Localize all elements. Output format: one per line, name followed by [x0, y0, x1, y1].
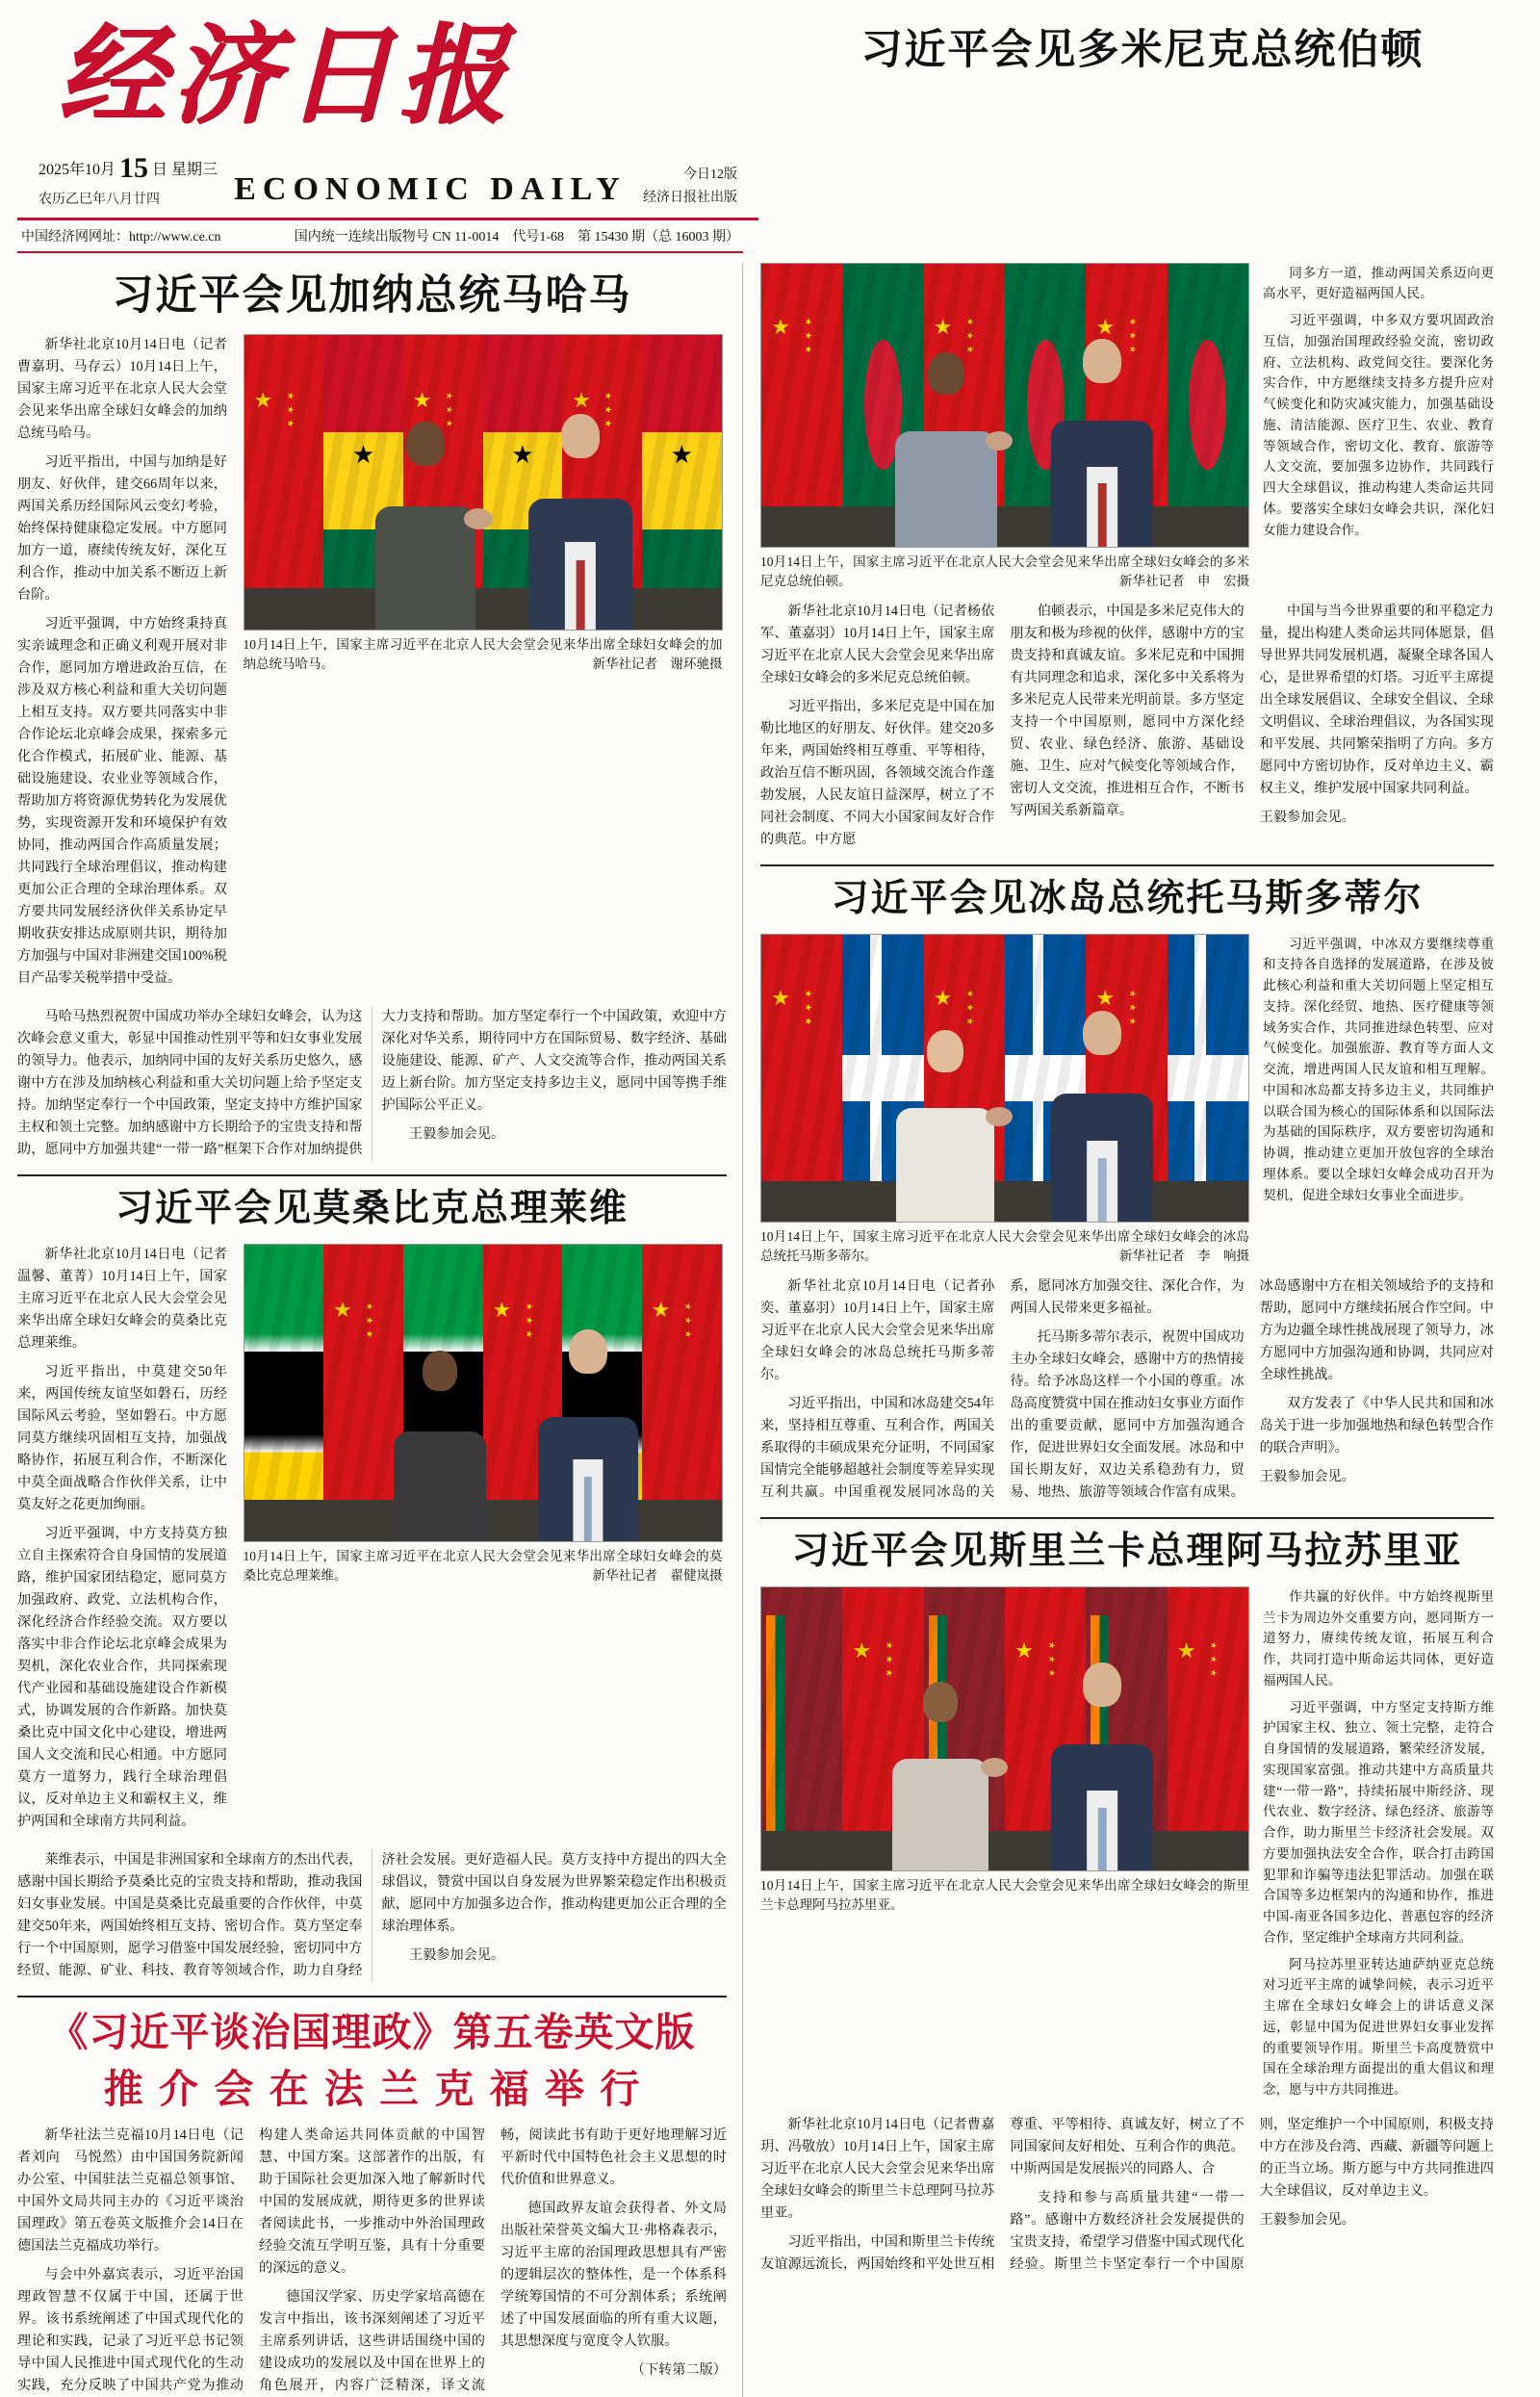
paragraph: 王毅参加会见。: [1259, 1469, 1355, 1485]
paragraph: 王毅参加会见。: [408, 1946, 505, 1963]
paragraph: 德国政界友谊会获得者、外文局出版社荣誉英文编大卫·弗格森表示，习近平主席的治国理政思想具有严密的逻辑层次的整体性，是一个体系科学统筹国情的不可分割体系；系统阐述了中国发展面临的所有重大议题，其思想深度与宽度令人钦服。: [500, 2201, 727, 2350]
right-article1-headline: 习近平会见多米尼克总统伯顿: [860, 26, 1424, 74]
right-article2-side-text: [1249, 934, 1494, 1267]
paragraph: 德国汉学家、历史学家培高德在发言中指出，该书深刻阐述了习近平主席系列讲话，这些讲话围绕中国的建设成功的发展以及中国在世界上的角色展开，内容广泛精深，译文流畅，阅读此书有助于更好地理解习近平新时代中国特色社会主义思想的时代价值和世界意义。: [259, 2127, 727, 2394]
caption-text: 10月14日上午，国家主席习近平在北京人民大会堂会见来华出席全球妇女峰会的莫桑比克总理莱维。: [243, 1548, 723, 1583]
paragraph: 习近平强调，中方支持莫方独立自主探索符合自身国情的发展道路，维护国家团结稳定，愿同莫方加强政府、政党、立法机构合作，深化经济合作经验交流。双方要以落实中非合作论坛北京峰会成果为契机，深化农业合作，共同探索现代产业园和基础设施建设合作新模式，协调发展的合作新路。加快莫桑比克中国文化中心建设，增进两国人文交流和民心相通。中方愿同莫方一道努力，践行全球治理倡议，反对单边主义和霸权主义，维护两国和全球南方共同利益。: [17, 1525, 227, 1829]
left-article-1: [17, 271, 727, 1161]
right-article1-photo-block: [760, 263, 1249, 592]
caption-text: 10月14日上午，国家主席习近平在北京人民大会堂会见来华出席全球妇女峰会的冰岛总统托马斯多蒂尔。: [760, 1228, 1249, 1263]
paragraph: 托马斯多蒂尔表示，祝贺中国成功主办全球妇女峰会，感谢中方的热情接待。给予冰岛这样一个小国的尊重。冰岛高度赞赏中国在推动妇女事业方面作出的重要贡献，愿同中方加强沟通合作，促进世界妇女全面发展。冰岛和中国长期友好，双边关系稳劲有力，贸易、地热、旅游等领域合作富有成果。冰岛感谢中方在相关领域给予的支持和帮助，愿同中方继续拓展合作空间。中方为边疆全球性挑战展现了领导力，冰方愿同中方加强沟通和协调，共同应对全球性挑战。: [1010, 1278, 1494, 1501]
photo-credit: 新华社记者 申 宏摄: [1119, 573, 1249, 588]
right-article2-headline: 习近平会见冰岛总统托马斯多蒂尔: [831, 877, 1424, 921]
right-article1-caption: [760, 553, 1249, 592]
left-column: [17, 263, 743, 2397]
right-article2-caption: [760, 1227, 1249, 1267]
paragraph: 支持和参与高质量共建“一带一路”。感谢中方数经济社会发展提供的宝贵支持，希望学习借鉴中国式现代化经验。斯里兰卡坚定奉行一个中国原则，坚定维护一个中国原则，积极支持中方在涉及台湾、西藏、新疆等问题上的正当立场。斯方愿与中方共同推进四大全球倡议，反对单边主义。: [1010, 2116, 1494, 2272]
date-suffix: 日 星期三: [152, 161, 218, 178]
photo-xi-mahama: [244, 334, 723, 631]
right-article1-side-text: [1249, 263, 1494, 592]
caption-text: 10月14日上午，国家主席习近平在北京人民大会堂会见来华出席全球妇女峰会的多米尼克总统伯顿。: [760, 554, 1249, 588]
masthead-logo-en: ECONOMIC DAILY: [234, 170, 627, 207]
paragraph: 新华社法兰克福10月14日电（记者刘向 马悦然）由中国国务院新闻办公室、中国驻法兰克福总领事馆、中国外文局共同主办的《习近平谈治国理政》第五卷英文版推介会14日在德国法兰克福成功举行。: [17, 2127, 244, 2255]
publisher: 经济日报社出版: [642, 190, 737, 205]
paragraph: 作共赢的好伙伴。中方始终视斯里兰卡为周边外交重要方向，愿同斯方一道努力，赓续传统友谊，拓展互利合作，共同打造中斯命运共同体，更好造福两国人民。: [1263, 1588, 1494, 1688]
left-article1-lead: [17, 334, 239, 996]
photo-xi-amarasuriya: [760, 1586, 1249, 1871]
left-article1-photo-block: [244, 334, 723, 996]
right-article2-body: [760, 1276, 1494, 1504]
paragraph: 新华社北京10月14日电（记者温馨、董菁）10月14日上午，国家主席习近平在北京人民大会堂会见来华出席全球妇女峰会的莫桑比克总理莱维。: [17, 1246, 227, 1351]
right-article-3: [760, 1529, 1494, 2276]
paragraph: 马哈马热烈祝贺中国成功举办全球妇女峰会，认为这次峰会意义重大，彰显中国推动性别平等和妇女事业发展的领导力。他表示，加纳同中国的友好关系历史悠久，感谢中方在涉及加纳核心利益和重大关切问题上给予坚定支持。加纳坚定奉行一个中国政策，坚定支持中方维护国家主权和领土完整。加纳感谢中方长期给予的宝贵支持和帮助，愿同中方加强共建“一带一路”框架下合作对加纳提供大力支持和帮助。加方坚定奉行一个中国政策，欢迎中方深化对华关系，期待同中方在国际贸易、数字经济、基础设施建设、能源、矿产、人文交流等合作，推动两国关系迈上新台阶。加方坚定支持多边主义，愿同中国等携手维护国际公平正义。: [17, 1009, 727, 1158]
right-article3-side-text: [1249, 1586, 1494, 2106]
paragraph: 习近平指出，多米尼克是中国在加勒比地区的好朋友、好伙伴。建交20多年来，两国始终相互尊重、平等相待，政治互信不断巩固，各领域交流合作蓬勃发展，人民友谊日益深厚，树立了不同社会制度、不同大小国家间友好合作的典范。中方愿: [760, 699, 995, 848]
paragraph: 中国与当今世界重要的和平稳定力量，提出构建人类命运共同体愿景，倡导世界共同发展机遇，凝聚全球各国人心，是世界希望的灯塔。习近平主席提出全球发展倡议、全球安全倡议、全球文明倡议、全球治理倡议，为各国实现和平发展、共同繁荣指明了方向。多方愿同中方密切协作，反对单边主义、霸权主义，维护发展中国家共同利益。: [1259, 604, 1494, 797]
right-article-2: [760, 876, 1494, 1504]
date-prefix: 2025年10月: [38, 161, 116, 178]
paragraph: 新华社北京10月14日电（记者孙奕、董嘉羽）10月14日上午，国家主席习近平在北京人民大会堂会见来华出席全球妇女峰会的冰岛总统托马斯多蒂尔。: [760, 1278, 995, 1383]
paragraph: 王毅参加会见。: [408, 1126, 505, 1143]
photo-credit: 新华社记者 李 响摄: [1119, 1248, 1249, 1263]
date-day: 15: [119, 151, 149, 184]
today-pages: 今日12版: [682, 168, 737, 182]
paragraph: 王毅参加会见。: [1259, 810, 1355, 826]
left-article2-headline: 习近平会见莫桑比克总理莱维: [115, 1187, 629, 1231]
paragraph: 新华社北京10月14日电（记者曹嘉玥、冯敬放）10月14日上午，国家主席习近平在北京人民大会堂会见来华出席全球妇女峰会的斯里兰卡总理阿马拉苏里亚。: [760, 2116, 995, 2221]
right-article3-headline: 习近平会见斯里兰卡总理阿马拉苏里亚: [791, 1530, 1463, 1574]
left-article2-body: [17, 1849, 727, 1982]
paragraph: 习近平强调，中方始终秉持真实亲诚理念和正确义利观开展对非合作，愿同加方增进政治互信，在涉及双方核心利益和重大关切问题上相互支持。双方要共同落实中非合作论坛北京峰会成果，探索多元化合作模式，拓展矿业、能源、基础设施建设、农业业等领域合作，帮助加方将资源优势转化为发展优势，实现资源开发和环境保护有效协同，推动两国合作高质量发展；共同践行全球治理倡议，推动构建更加公正合理的全球治理体系。双方要共同发展经济伙伴关系协定早期收获安排达成原则共识，期待加方加强与中国对非洲建交国100%税目产品零关税举措中受益。: [17, 616, 227, 987]
masthead-date: [38, 146, 218, 210]
paragraph: 习近平强调，中多双方要巩固政治互信，加强治国理政经验交流，密切政府、立法机构、政党间交往。要深化务实合作，中方愿继续支持多方提升应对气候变化和防灾减灾能力，加强基础设施、清洁能源、医疗卫生、农业、教育等领域合作，密切文化、教育、旅游等人文交流，要加强多边协作，共同践行四大全球倡议，推动构建人类命运共同体。要落实全球妇女峰会共识，深化妇女能力建设合作。: [1263, 313, 1494, 537]
masthead-logo-cn: 经济日报: [58, 13, 512, 139]
masthead-issn: 国内统一连续出版物号 CN 11-0014 代号1-68 第 15430 期（总 16003 期）: [294, 229, 739, 245]
paragraph: 习近平指出，中莫建交50年来，两国传统友谊坚如磐石，历经国际风云考验，坚如磐石。中方愿同莫方继续巩固相互支持，加强战略协作，拓展互利合作，不断深化中莫全面战略合作伙伴关系，让中莫友好之花更加绚丽。: [17, 1363, 227, 1512]
paragraph: 习近平强调，中冰双方要继续尊重和支持各自选择的发展道路，在涉及彼此核心利益和重大关切问题上坚定相互支持。深化经贸、地热、医疗健康等领域务实合作，共同推进绿色转型、应对气候变化。加强旅游、教育等方面人文交流，增进两国人民友谊和相互理解。中国和冰岛都支持多边主义，共同维护以联合国为核心的国际体系和以国际法为基础的国际秩序，双方要密切沟通和协调，推动建立更加开放包容的全球治理体系。要以全球妇女峰会成功召开为契机，促进全球妇女事业全面进步。: [1263, 936, 1494, 1202]
divider: [17, 1996, 727, 1998]
photo-xi-levy: [244, 1244, 723, 1542]
right-article-1: [760, 263, 1494, 852]
paragraph: 与会中外嘉宾表示，习近平治国理政智慧不仅属于中国，还属于世界。该书系统阐述了中国式现代化的理论和实践，记录了习近平总书记领导中国人民推进中国式现代化的生动实践，充分反映了中国共产党为推动构建人类命运共同体贡献的中国智慧、中国方案。这部著作的出版，有助于国际社会更加深入地了解新时代中国的发展成就，期待更多的世界读者阅读此书，一步推动中外治国理政经验交流互学明互鉴，具有十分重要的深远的意义。: [17, 2127, 485, 2394]
paragraph: 新华社北京10月14日电（记者曹嘉玥、马存云）10月14日上午，国家主席习近平在北京人民大会堂会见来华出席全球妇女峰会的加纳总统马哈马。: [17, 337, 227, 442]
paragraph: 习近平指出，中国和斯里兰卡传统友谊源远流长，两国始终和平处世互相尊重、平等相待、真诚友好，树立了不同国家间友好相处、互利合作的典范。中斯两国是发展振兴的同路人、合: [760, 2116, 1245, 2272]
right-article2-photo-block: [760, 934, 1249, 1267]
right-article3-body: [760, 2114, 1494, 2276]
photo-credit: 新华社记者 翟健岚摄: [592, 1567, 723, 1583]
paragraph: 阿马拉苏里亚转达迪萨纳亚克总统对习近平主席的诚挚问候，表示习近平主席在全球妇女峰会上的讲话意义深远，彰显中国为促进世界妇女事业发挥的重要领导作用。斯里兰卡高度赞赏中国在全球治理方面提出的重大倡议和理念，愿与中方共同推进。: [1263, 1956, 1494, 2097]
photo-xi-burton: [760, 263, 1249, 548]
paragraph: 双方发表了《中华人民共和国和冰岛关于进一步加强地热和绿色转型合作的联合声明》。: [1259, 1396, 1494, 1456]
left-article-2: [17, 1186, 727, 1982]
left-article3-headline-line1: 《习近平谈治国理政》第五卷英文版: [48, 2008, 696, 2055]
right-article3-caption: [760, 1876, 1249, 1916]
right-article1-body: [760, 601, 1494, 851]
left-article3-body: [17, 2125, 727, 2397]
photo-xi-tomasdottir: [760, 934, 1249, 1223]
masthead-website[interactable]: 中国经济网网址：http://www.ce.cn: [21, 229, 221, 245]
divider: [760, 864, 1494, 866]
right-article3-photo-block: [760, 1586, 1249, 2106]
divider: [760, 1517, 1494, 1519]
paragraph: 新华社北京10月14日电（记者杨依军、董嘉羽）10月14日上午，国家主席习近平在北京人民大会堂会见来华出席全球妇女峰会的多米尼克总统伯顿。: [760, 604, 995, 686]
lunar-date: 农历乙巳年八月廿四: [38, 192, 160, 207]
left-article1-body: [17, 1006, 727, 1161]
paragraph: 同多方一道，推动两国关系迈向更高水平，更好造福两国人民。: [1263, 265, 1494, 301]
left-article-3: [17, 2007, 727, 2397]
left-article2-caption: [244, 1547, 723, 1586]
caption-text: 10月14日上午，国家主席习近平在北京人民大会堂会见来华出席全球妇女峰会的加纳总统马哈马。: [243, 637, 723, 672]
paragraph: 莱维表示，中国是非洲国家和全球南方的杰出代表，感谢中国长期给予莫桑比克的宝贵支持和帮助，推动我国妇女事业发展。中国是莫桑比克最重要的合作伙伴，中莫建交50年来，两国始终相互支持、密切合作。莫方坚定奉行一个中国原则，愿学习借鉴中国发展经验，密切同中方经贸、能源、矿业、科技、教育等领域合作，助力自身经济社会发展。更好造福人民。莫方支持中方提出的四大全球倡议，赞赏中国以自身发展为世界繁荣稳定作出积极贡献，愿同中方加强多边合作，推动构建更加公正合理的全球治理体系。: [17, 1851, 727, 1978]
paragraph: 王毅参加会见。: [1259, 2211, 1355, 2228]
photo-credit: 新华社记者 谢环驰摄: [592, 657, 723, 672]
paragraph: 习近平强调，中方坚定支持斯方维护国家主权、独立、领土完整，走符合自身国情的发展道路，繁荣经济发展，实现国家富强。推动共建中方高质量共建“一带一路”，持续拓展中斯经济、现代农业、数字经济、绿色经济、旅游等合作，助力斯里兰卡经济社会发展。双方要加强执法安全合作，联合打击跨国犯罪和诈骗等违法犯罪活动。加强在联合国等多边框架内的沟通和协作，推进中国-南亚各国多边化、普惠包容的经济合作，坚定维护全球南方共同利益。: [1263, 1699, 1494, 1945]
continuation-note[interactable]: （下转第二版）: [630, 2362, 727, 2379]
left-article2-photo-block: [244, 1244, 723, 1840]
left-article1-headline: 习近平会见加纳总统马哈马: [112, 271, 632, 320]
divider: [17, 1174, 727, 1176]
left-article3-headline-line2: 推 介 会 在 法 兰 克 福 举 行: [103, 2065, 641, 2112]
caption-text: 10月14日上午，国家主席习近平在北京人民大会堂会见来华出席全球妇女峰会的斯里兰卡总理阿马拉苏里亚。: [760, 1877, 1249, 1912]
masthead: [17, 13, 1523, 253]
paragraph: 伯顿表示，中国是多米尼克伟大的朋友和极为珍视的伙伴，感谢中方的宝贵支持和真诚友谊。多米尼克和中国拥有共同理念和追求，深化多中关系将为多米尼克人民带来光明前景。多方坚定支持一个中国原则，愿同中方深化经贸、农业、绿色经济、旅游、基础设施、卫生、应对气候变化等领域合作，密切人文交流，推进相互合作，不断书写两国关系新篇章。: [1010, 604, 1245, 819]
paragraph: 习近平指出，中国与加纳是好朋友、好伙伴，建交66周年以来，两国关系历经国际风云变幻考验，始终保持健康稳定发展。中方愿同加方一道，赓续传统友好，深化互利合作，推动中加关系不断迈上新台阶。: [17, 454, 227, 604]
right-column: [743, 263, 1494, 2397]
left-article2-lead: [17, 1244, 239, 1840]
left-article1-caption: [244, 635, 723, 675]
paragraph: 习近平指出，中国和冰岛建交54年来，坚持相互尊重、互利合作，两国关系取得的丰硕成果充分证明，不同国家国情完全能够超越社会制度等差异实现互利共赢。中国重视发展同冰岛的关系，愿同冰方加强交往、深化合作，为两国人民带来更多福祉。: [760, 1278, 1245, 1501]
